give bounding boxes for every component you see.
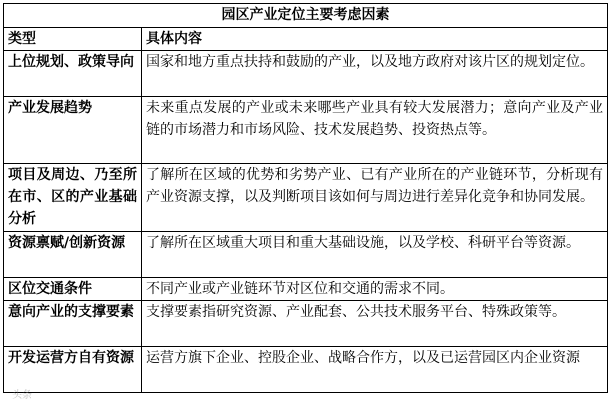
row-category: 资源禀赋/创新资源 [4, 232, 142, 278]
row-content: 国家和地方重点扶持和鼓励的产业，以及地方政府对该片区的规划定位。 [142, 51, 608, 97]
row-category: 上位规划、政策导向 [4, 51, 142, 97]
table-row [4, 51, 608, 97]
table-row [4, 164, 608, 232]
table-row [4, 97, 608, 164]
table-row [4, 232, 608, 278]
row-content: 支撑要素指研究资源、产业配套、公共技术服务平台、特殊政策等。 [142, 301, 608, 347]
row-content: 了解所在区域的优势和劣势产业、已有产业所在的产业链环节，分析现有产业资源支撑，以及判断项目该如何与周边进行差异化竞争和协同发展。 [142, 164, 608, 232]
table-title: 园区产业定位主要考虑因素 [4, 4, 608, 28]
row-content: 未来重点发展的产业或未来哪些产业具有较大发展潜力；意向产业及产业链的市场潜力和市场风险、技术发展趋势、投资热点等。 [142, 97, 608, 164]
row-category: 意向产业的支撑要素 [4, 301, 142, 347]
table-title-row [4, 4, 608, 28]
row-content: 了解所在区域重大项目和重大基础设施，以及学校、科研平台等资源。 [142, 232, 608, 278]
row-category: 区位交通条件 [4, 278, 142, 301]
row-content: 不同产业或产业链环节对区位和交通的需求不同。 [142, 278, 608, 301]
factors-table [3, 3, 608, 393]
row-category: 项目及周边、乃至所在市、区的产业基础分析 [4, 164, 142, 232]
table-row [4, 347, 608, 393]
column-header-category: 类型 [4, 28, 142, 51]
watermark-text: 头条 [12, 390, 32, 401]
row-category: 开发运营方自有资源 [4, 347, 142, 393]
table-row [4, 301, 608, 347]
table-row [4, 278, 608, 301]
column-header-content: 具体内容 [142, 28, 608, 51]
row-category: 产业发展趋势 [4, 97, 142, 164]
row-content: 运营方旗下企业、控股企业、战略合作方，以及已运营园区内企业资源 [142, 347, 608, 393]
table-header-row [4, 28, 608, 51]
